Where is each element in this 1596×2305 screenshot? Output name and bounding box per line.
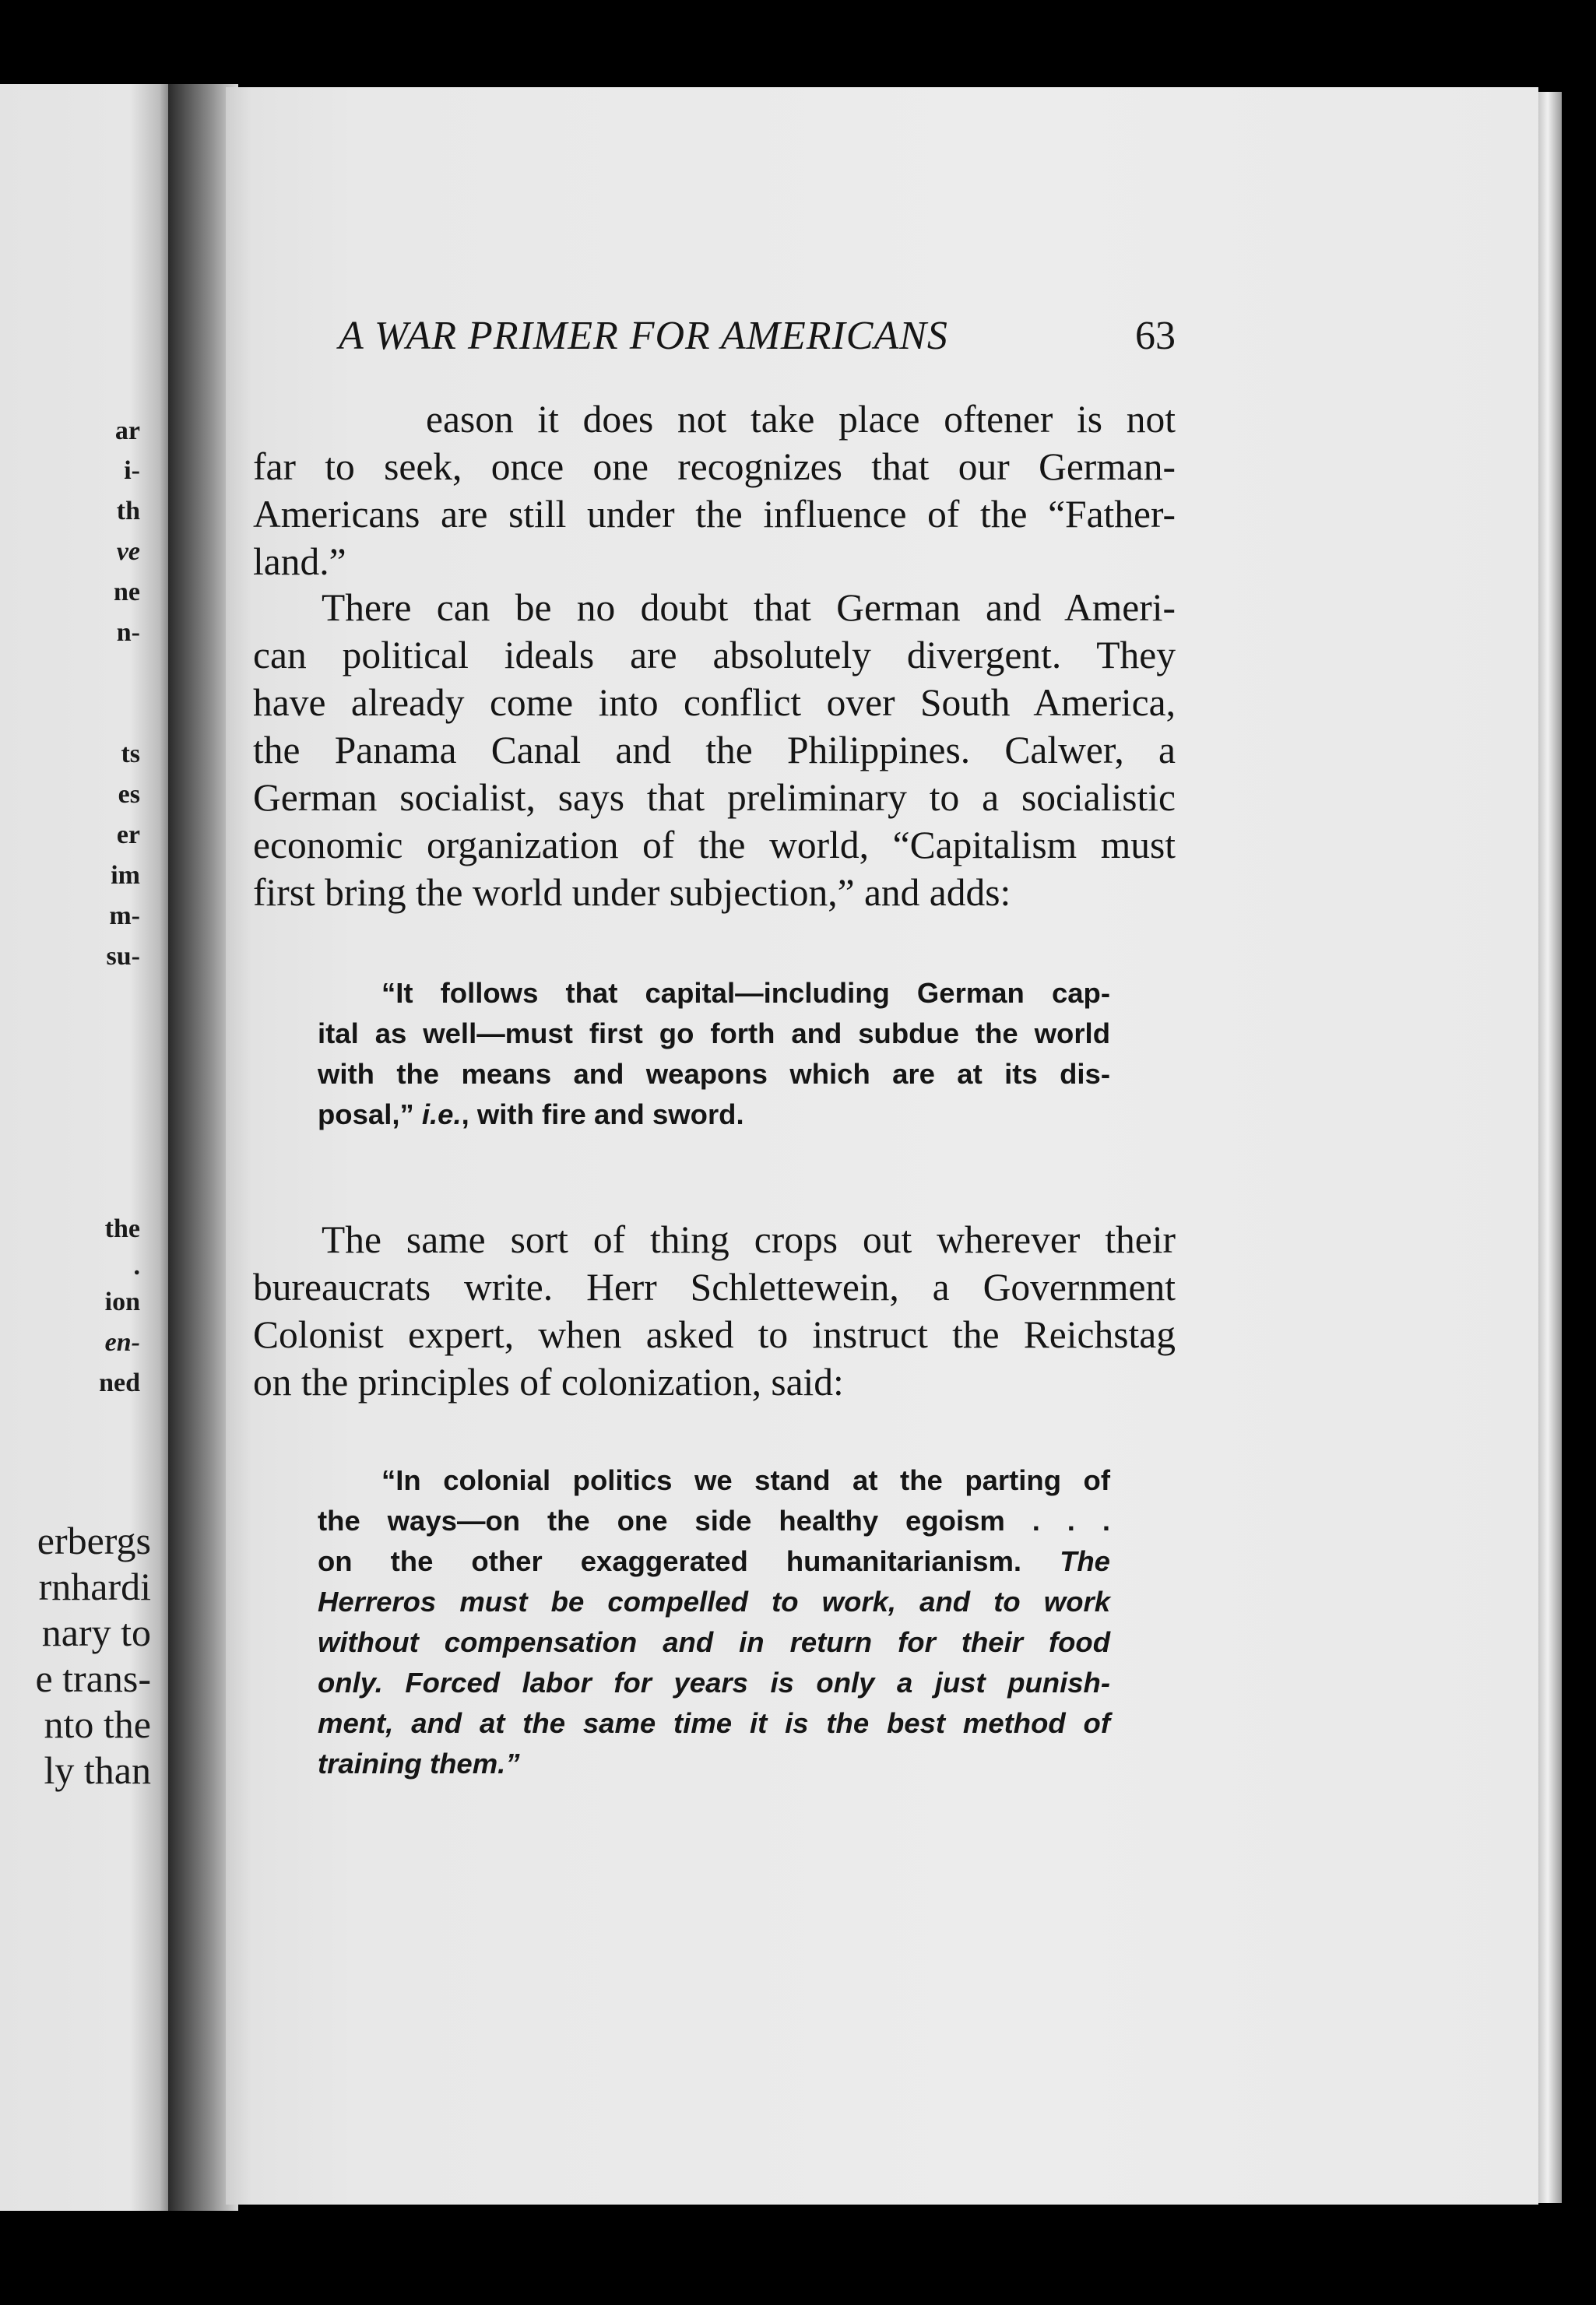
page-edge	[1538, 92, 1562, 2203]
text-line: Colonist expert, when asked to instruct the Reichstag	[253, 1313, 1176, 1356]
left-page-fragment: er	[116, 820, 140, 849]
left-page-fragment: ne	[114, 578, 140, 606]
left-page-fragment: n-	[116, 618, 140, 647]
quote-line: “It follows that capital—including German cap-	[381, 977, 1110, 1009]
left-page-fragment: .	[133, 1252, 140, 1281]
quote-italic-line: Herreros must be compelled to work, and to work	[318, 1586, 1110, 1618]
quote-text: on the other exaggerated humanitarianism.	[318, 1545, 1060, 1577]
quote-italic-line: training them.”	[318, 1748, 520, 1780]
paragraph-3	[253, 1216, 1176, 1406]
paragraph-1	[253, 395, 1176, 585]
text-line: The same sort of thing crops out wherever their	[322, 1218, 1176, 1261]
left-page-fragment: erbergs	[37, 1519, 151, 1562]
quote-italic-line: only. Forced labor for years is only a just punish-	[318, 1667, 1110, 1699]
italic-abbreviation: i.e.	[421, 1098, 462, 1130]
running-title: A WAR PRIMER FOR AMERICANS	[339, 314, 948, 358]
text-line: eason it does not take place oftener is not	[426, 398, 1176, 441]
quote-line	[318, 1541, 1110, 1582]
left-page-fragment: su-	[106, 942, 140, 971]
left-page-fragment: ts	[121, 740, 140, 768]
running-header	[339, 313, 1176, 367]
left-page-fragment: ly than	[44, 1748, 151, 1792]
quote-line: with the means and weapons which are at its dis-	[318, 1058, 1110, 1090]
text-line: first bring the world under subjection,” and adds:	[253, 871, 1011, 914]
left-page-fragment: the	[104, 1214, 140, 1243]
left-page-fragment: en-	[104, 1328, 140, 1357]
paragraph-2	[253, 584, 1176, 916]
quote-line	[318, 1095, 1110, 1135]
text-line: far to seek, once one recognizes that our German-	[253, 445, 1176, 488]
left-page-fragment: rnhardi	[38, 1565, 151, 1608]
text-line: German socialist, says that preliminary to a socialistic	[253, 776, 1176, 819]
text-line: the Panama Canal and the Philippines. Calwer, a	[253, 729, 1176, 771]
text-line: land.”	[253, 540, 346, 583]
left-page-fragment: ned	[99, 1369, 140, 1397]
quote-line: ital as well—must first go forth and subdue the world	[318, 1017, 1110, 1049]
quote-text: , with fire and sword.	[461, 1098, 744, 1130]
quote-text: posal,”	[318, 1098, 422, 1130]
block-quote-calwer	[318, 973, 1110, 1135]
quote-italic-text: The	[1060, 1545, 1110, 1577]
left-page-fragment: ar	[114, 416, 140, 445]
quote-line: the ways—on the one side healthy egoism . . .	[318, 1505, 1110, 1537]
text-line: economic organization of the world, “Capitalism must	[253, 824, 1176, 866]
left-page-fragment: m-	[109, 901, 140, 930]
text-line: on the principles of colonization, said:	[253, 1361, 844, 1404]
left-page-fragment: es	[118, 780, 140, 809]
left-page-fragment: e trans-	[35, 1657, 151, 1700]
left-page-fragment: im	[111, 861, 140, 890]
previous-page-fragment	[0, 84, 185, 2211]
block-quote-schlettewein	[318, 1460, 1110, 1784]
quote-italic-line: without compensation and in return for their food	[318, 1626, 1110, 1658]
text-line: There can be no doubt that German and Ameri-	[322, 586, 1176, 629]
quote-italic-line: ment, and at the same time it is the best method of	[318, 1707, 1110, 1739]
left-page-fragment: i-	[124, 456, 140, 485]
page-number: 63	[1135, 314, 1176, 358]
left-page-fragment: ve	[116, 537, 140, 566]
text-line: have already come into conflict over South America,	[253, 681, 1176, 724]
left-page-fragment: nto the	[44, 1702, 151, 1746]
left-page-fragment: nary to	[41, 1611, 151, 1654]
text-line: bureaucrats write. Herr Schlettewein, a Government	[253, 1266, 1176, 1309]
quote-line: “In colonial politics we stand at the parting of	[381, 1464, 1110, 1496]
left-page-fragment: th	[116, 497, 140, 525]
text-line: can political ideals are absolutely divergent. They	[253, 634, 1176, 676]
left-page-fragment: ion	[104, 1288, 140, 1316]
text-line: Americans are still under the influence of the “Father-	[253, 493, 1176, 536]
